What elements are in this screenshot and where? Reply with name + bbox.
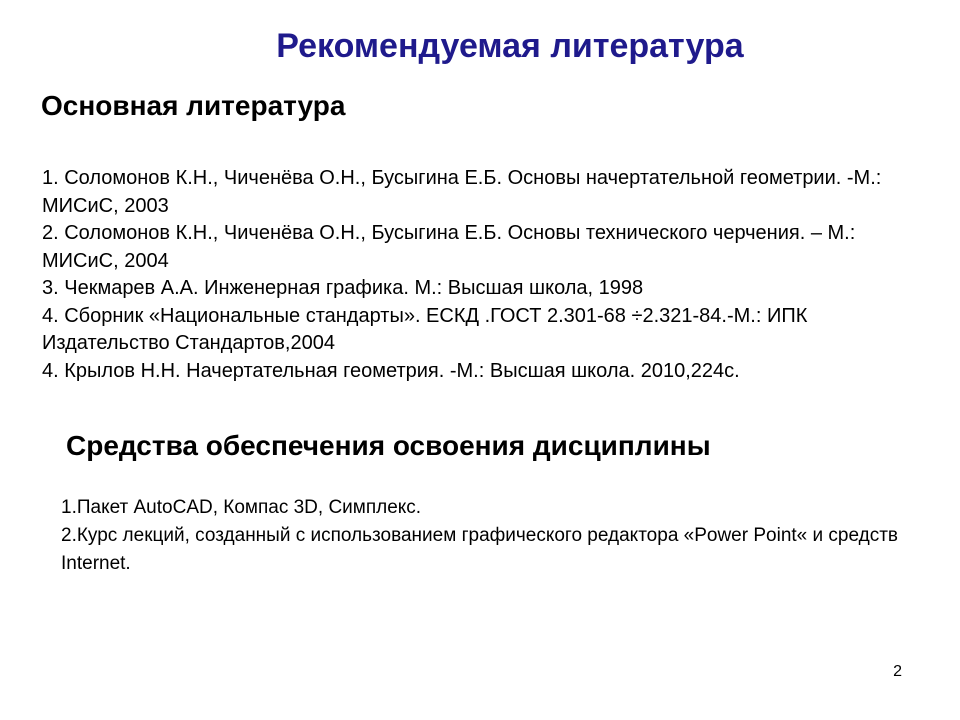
literature-item: 4. Крылов Н.Н. Начертательная геометрия. -М.: Высшая школа. 2010,224с. (42, 359, 740, 382)
support-tools-list (61, 494, 901, 578)
literature-item: 2. Соломонов К.Н., Чиченёва О.Н., Бусыгина Е.Б. Основы технического черчения. – М.: МИСиС, 2004 (42, 222, 856, 272)
main-literature-heading: Основная литература (41, 90, 346, 121)
main-literature-list (42, 165, 922, 385)
literature-item: 3. Чекмарев А.А. Инженерная графика. М.: Высшая школа, 1998 (42, 277, 644, 299)
support-tool-item: 1.Пакет AutoCAD, Компас 3D, Симплекс. (61, 497, 422, 518)
literature-item: 1. Соломонов К.Н., Чиченёва О.Н., Бусыгина Е.Б. Основы начертательной геометрии. -М.: МИСиС, 2003 (42, 167, 882, 217)
page-number: 2 (893, 663, 902, 680)
literature-item: 4. Сборник «Национальные стандарты». ЕСКД .ГОСТ 2.301-68 ÷2.321-84.-М.: ИПК Издательство Стандартов,2004 (42, 304, 808, 354)
slide-title: Рекомендуемая литература (276, 27, 744, 65)
support-tools-heading: Средства обеспечения освоения дисциплины (66, 430, 711, 461)
support-tool-item: 2.Курс лекций, созданный с использованием графического редактора «Power Point« и средств Internet. (61, 525, 899, 574)
